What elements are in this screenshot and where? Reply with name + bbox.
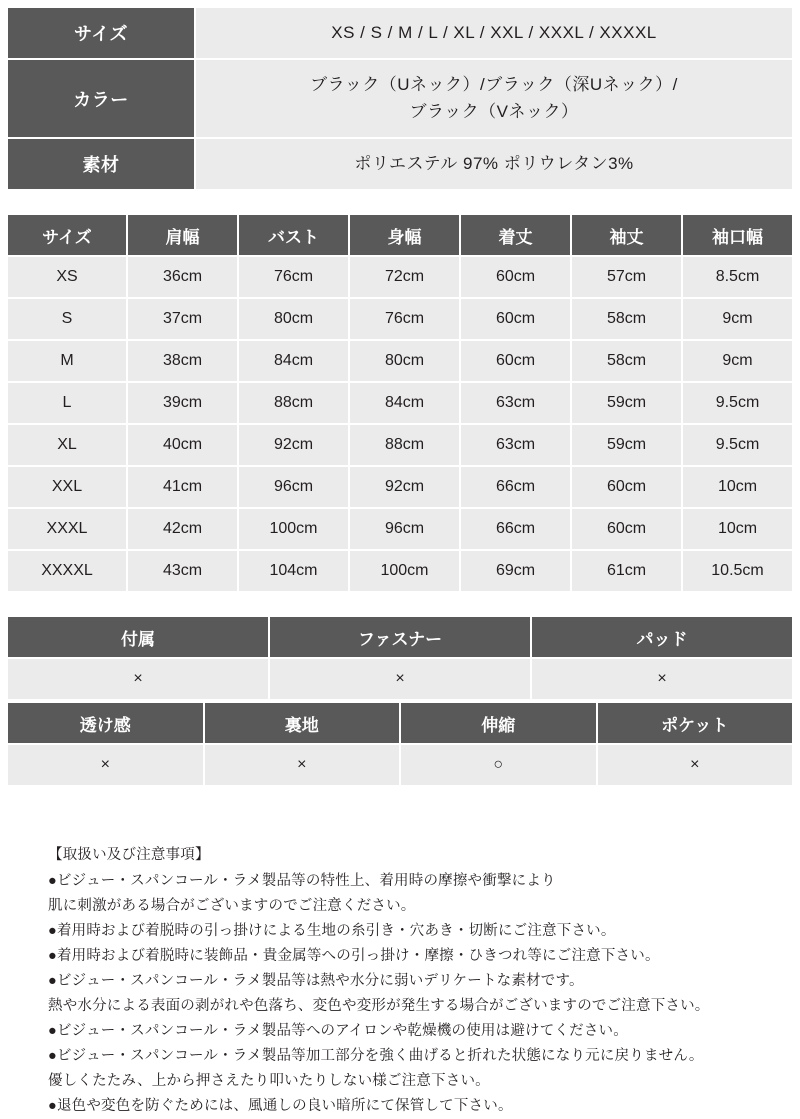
spec-value-color-line2: ブラック（Vネック） xyxy=(409,101,579,121)
table-row xyxy=(7,658,793,700)
table-row xyxy=(7,298,793,340)
attr-value-zipper: × xyxy=(269,658,531,700)
size-cell: 61cm xyxy=(571,550,682,592)
table-row xyxy=(7,382,793,424)
size-cell: 9.5cm xyxy=(682,382,793,424)
size-cell: 10.5cm xyxy=(682,550,793,592)
size-cell: 58cm xyxy=(571,340,682,382)
size-cell: XXXXL xyxy=(7,550,127,592)
table-row xyxy=(7,138,793,190)
size-cell: 38cm xyxy=(127,340,238,382)
size-cell: 41cm xyxy=(127,466,238,508)
size-col-header-sleeve: 袖丈 xyxy=(571,214,682,256)
spec-label-size: サイズ xyxy=(7,7,195,59)
attr-value-lining: × xyxy=(204,744,401,786)
size-cell: 59cm xyxy=(571,382,682,424)
size-cell: 43cm xyxy=(127,550,238,592)
size-cell: XXXL xyxy=(7,508,127,550)
size-cell: L xyxy=(7,382,127,424)
size-cell: 10cm xyxy=(682,466,793,508)
size-col-header-width: 身幅 xyxy=(349,214,460,256)
size-cell: 37cm xyxy=(127,298,238,340)
size-cell: 40cm xyxy=(127,424,238,466)
attr-header-zipper: ファスナー xyxy=(269,616,531,658)
attr-value-pocket: × xyxy=(597,744,794,786)
attr-header-pad: パッド xyxy=(531,616,793,658)
table-row xyxy=(7,7,793,59)
table-row xyxy=(7,424,793,466)
size-col-header-shoulder: 肩幅 xyxy=(127,214,238,256)
spec-value-size: XS / S / M / L / XL / XXL / XXXL / XXXXL xyxy=(195,7,793,59)
notes-title: 【取扱い及び注意事項】 xyxy=(48,847,210,864)
size-cell: 80cm xyxy=(238,298,349,340)
size-cell: 57cm xyxy=(571,256,682,298)
table-row xyxy=(7,550,793,592)
note-line: ●ビジュー・スパンコール・ラメ製品等へのアイロンや乾燥機の使用は避けてください。 xyxy=(48,1022,628,1039)
spec-value-color-line1: ブラック（Uネック）/ブラック（深Uネック）/ xyxy=(310,75,678,95)
note-line: ●ビジュー・スパンコール・ラメ製品等の特性上、着用時の摩擦や衝撃により xyxy=(48,873,556,890)
size-cell: 100cm xyxy=(349,550,460,592)
table-row xyxy=(7,256,793,298)
attribute-table-body-2 xyxy=(7,702,793,786)
size-cell: 9cm xyxy=(682,298,793,340)
size-cell: 76cm xyxy=(238,256,349,298)
note-line: ●退色や変色を防ぐためには、風通しの良い暗所にて保管して下さい。 xyxy=(48,1097,513,1114)
table-row xyxy=(7,508,793,550)
size-cell: 84cm xyxy=(349,382,460,424)
table-row xyxy=(7,214,793,256)
size-cell: 8.5cm xyxy=(682,256,793,298)
size-cell: 96cm xyxy=(349,508,460,550)
note-line: ●着用時および着脱時の引っ掛けによる生地の糸引き・穴あき・切断にご注意下さい。 xyxy=(48,923,616,940)
size-cell: 60cm xyxy=(571,508,682,550)
size-col-header-cuff: 袖口幅 xyxy=(682,214,793,256)
attr-value-pad: × xyxy=(531,658,793,700)
size-cell: 60cm xyxy=(571,466,682,508)
size-cell: 60cm xyxy=(460,256,571,298)
size-cell: 63cm xyxy=(460,382,571,424)
attr-value-sheerness: × xyxy=(7,744,204,786)
size-cell: 59cm xyxy=(571,424,682,466)
attr-value-accessory: × xyxy=(7,658,269,700)
size-cell: 96cm xyxy=(238,466,349,508)
table-row xyxy=(7,466,793,508)
size-cell: 84cm xyxy=(238,340,349,382)
spec-table xyxy=(6,6,794,191)
note-line: 優しくたたみ、上から押さえたり叩いたりしない様ご注意下さい。 xyxy=(48,1072,490,1089)
size-cell: 88cm xyxy=(349,424,460,466)
size-cell: XXL xyxy=(7,466,127,508)
spec-value-material: ポリエステル 97% ポリウレタン3% xyxy=(195,138,793,190)
note-line: 熱や水分による表面の剥がれや色落ち、変色や変形が発生する場合がございますのでご注意下さい。 xyxy=(48,998,710,1014)
attr-header-stretch: 伸縮 xyxy=(400,702,597,744)
size-col-header-length: 着丈 xyxy=(460,214,571,256)
size-cell: 9cm xyxy=(682,340,793,382)
size-cell: 66cm xyxy=(460,508,571,550)
attribute-table-body-1 xyxy=(7,616,793,700)
size-cell: 39cm xyxy=(127,382,238,424)
spec-table-body xyxy=(7,7,793,190)
size-cell: XL xyxy=(7,424,127,466)
size-cell: 63cm xyxy=(460,424,571,466)
size-cell: 60cm xyxy=(460,340,571,382)
care-notes xyxy=(6,843,794,1118)
attr-header-accessory: 付属 xyxy=(7,616,269,658)
size-cell: 92cm xyxy=(238,424,349,466)
size-cell: 69cm xyxy=(460,550,571,592)
spec-value-color xyxy=(195,59,793,138)
size-cell: 66cm xyxy=(460,466,571,508)
table-row xyxy=(7,616,793,658)
note-line: ●着用時および着脱時に装飾品・貴金属等への引っ掛け・摩擦・ひきつれ等にご注意下さい。 xyxy=(48,948,660,965)
size-cell: 58cm xyxy=(571,298,682,340)
size-cell: 104cm xyxy=(238,550,349,592)
spec-label-material: 素材 xyxy=(7,138,195,190)
size-cell: M xyxy=(7,340,127,382)
size-cell: 80cm xyxy=(349,340,460,382)
size-cell: 10cm xyxy=(682,508,793,550)
note-line: 肌に刺激がある場合がございますのでご注意ください。 xyxy=(48,898,416,915)
attribute-table-group2 xyxy=(6,701,794,787)
size-table-head xyxy=(7,214,793,256)
size-cell: 76cm xyxy=(349,298,460,340)
size-cell: 92cm xyxy=(349,466,460,508)
spec-label-color: カラー xyxy=(7,59,195,138)
size-col-header-size: サイズ xyxy=(7,214,127,256)
attribute-table-group1 xyxy=(6,615,794,701)
size-cell: 100cm xyxy=(238,508,349,550)
size-cell: 60cm xyxy=(460,298,571,340)
size-table-body xyxy=(7,256,793,592)
size-cell: 9.5cm xyxy=(682,424,793,466)
size-cell: S xyxy=(7,298,127,340)
attr-header-pocket: ポケット xyxy=(597,702,794,744)
note-line: ●ビジュー・スパンコール・ラメ製品等加工部分を強く曲げると折れた状態になり元に戻りません。 xyxy=(48,1047,704,1064)
product-spec-page xyxy=(0,6,800,1114)
size-cell: 42cm xyxy=(127,508,238,550)
attr-value-stretch: ○ xyxy=(400,744,597,786)
size-cell: 72cm xyxy=(349,256,460,298)
table-row xyxy=(7,340,793,382)
attr-header-lining: 裏地 xyxy=(204,702,401,744)
size-col-header-bust: バスト xyxy=(238,214,349,256)
size-measurement-table xyxy=(6,213,794,593)
table-row xyxy=(7,59,793,138)
size-cell: 36cm xyxy=(127,256,238,298)
table-row xyxy=(7,702,793,744)
size-cell: XS xyxy=(7,256,127,298)
table-row xyxy=(7,744,793,786)
size-cell: 88cm xyxy=(238,382,349,424)
attr-header-sheerness: 透け感 xyxy=(7,702,204,744)
note-line: ●ビジュー・スパンコール・ラメ製品等は熱や水分に弱いデリケートな素材です。 xyxy=(48,973,584,990)
